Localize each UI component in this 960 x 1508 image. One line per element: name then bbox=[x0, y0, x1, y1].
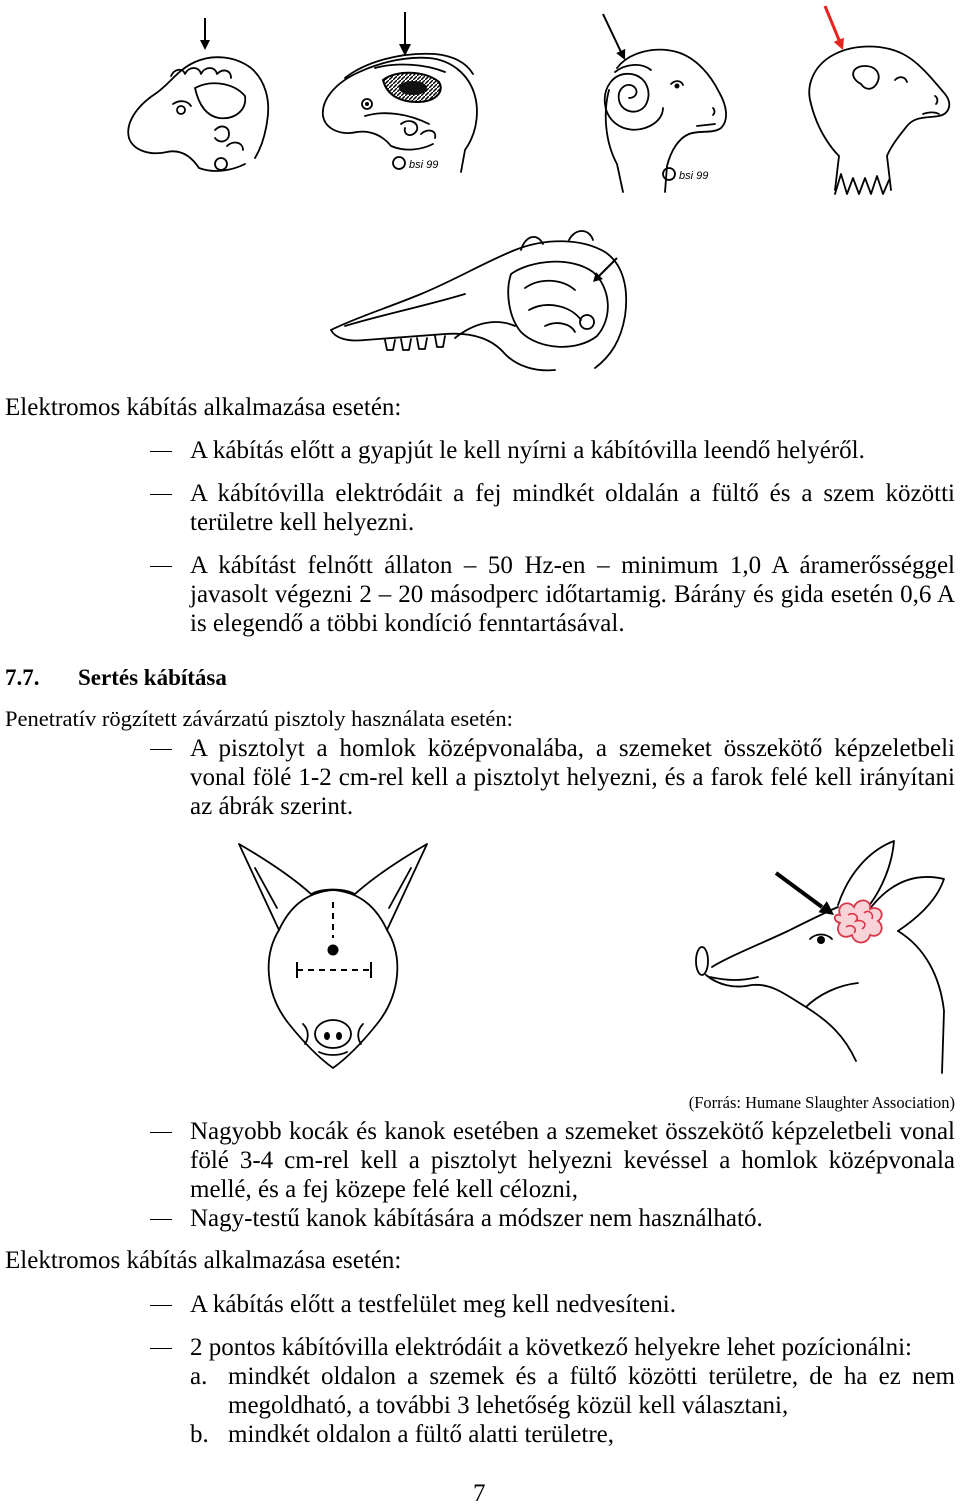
list-item bbox=[190, 1117, 955, 1204]
list-item-line: A kábítás előtt a gyapjút le kell nyírni a kábítóvilla leendő helyéről. bbox=[190, 437, 865, 464]
list-item bbox=[190, 479, 955, 537]
bullet-dash bbox=[150, 566, 172, 567]
shot-position-dot bbox=[328, 945, 339, 956]
shot-position-arrow bbox=[593, 258, 617, 282]
list-item-line: vonal fölé 1-2 cm-rel kell a pisztolyt helyezni, és a farok felé kell irányítani bbox=[190, 764, 955, 791]
pig-head-front-figure bbox=[233, 838, 433, 1080]
list-item-line: az ábrák szerint. bbox=[190, 793, 354, 820]
list-item bbox=[190, 436, 955, 465]
bullet-dash bbox=[150, 1132, 172, 1133]
list-item-line: mindkét oldalon a fültő alatti területre, bbox=[228, 1421, 614, 1448]
sub-item-marker: a. bbox=[190, 1363, 208, 1390]
list-item-line: is elegendő a többi kondíció fenntartásával. bbox=[190, 610, 625, 637]
bullet-dash bbox=[150, 451, 172, 452]
list-item-line: A pisztolyt a homlok középvonalába, a szemeket összekötő képzeletbeli bbox=[190, 735, 955, 762]
list-item bbox=[190, 1290, 955, 1319]
bullet-dash bbox=[150, 494, 172, 495]
section-subheading: Elektromos kábítás alkalmazása esetén: bbox=[5, 1247, 402, 1274]
list-item bbox=[190, 551, 955, 638]
bullet-dash bbox=[150, 1219, 172, 1220]
list-item-line: mindkét oldalon a szemek és a fültő közötti területre, de ha ez nem bbox=[228, 1363, 955, 1390]
sheep-skull-section-figure bbox=[325, 222, 635, 374]
list-item-line: A kábítást felnőtt állaton – 50 Hz-en – minimum 1,0 A áramerősséggel bbox=[190, 552, 955, 579]
ram-head-figure bbox=[585, 12, 735, 194]
section-subheading: Elektromos kábítás alkalmazása esetén: bbox=[5, 394, 402, 421]
bullet-dash bbox=[150, 749, 172, 750]
figure-source-caption: (Forrás: Humane Slaughter Association) bbox=[688, 1093, 955, 1112]
list-item-line: javasolt végezni 2 – 20 másodperc időtartamig. Bárány és gida esetén 0,6 A bbox=[190, 581, 955, 608]
list-item-line: A kábítóvilla elektródáit a fej mindkét oldalán a fültő és a szem közötti bbox=[190, 480, 955, 507]
shot-position-arrow bbox=[399, 12, 411, 56]
list-item bbox=[190, 1333, 955, 1362]
sub-item-marker: b. bbox=[190, 1421, 209, 1448]
sheep-brain-figure bbox=[305, 12, 485, 197]
section-title: Sertés kábítása bbox=[78, 665, 227, 690]
list-item bbox=[190, 734, 955, 821]
figure-signature: bsi 99 bbox=[409, 159, 439, 171]
goat-head-figure bbox=[795, 4, 957, 199]
list-item-line: mellé, és a fej közepe felé kell célozni, bbox=[190, 1176, 578, 1203]
list-item-line: megoldható, a további 3 lehetőség közül kell választani, bbox=[228, 1392, 789, 1419]
section-number: 7.7. bbox=[5, 665, 40, 690]
list-item-line: Nagyobb kocák és kanok esetében a szemeket összekötő képzeletbeli vonal bbox=[190, 1118, 955, 1145]
pig-brain-marking bbox=[835, 900, 882, 942]
shot-position-arrow bbox=[200, 18, 210, 50]
bullet-dash bbox=[150, 1305, 172, 1306]
list-item bbox=[190, 1204, 955, 1233]
figure-signature: bsi 99 bbox=[679, 170, 709, 182]
sub-list-item bbox=[228, 1362, 955, 1420]
sheep-head-figure-1 bbox=[115, 18, 275, 190]
list-item-line: 2 pontos kábítóvilla elektródáit a következő helyekre lehet pozícionálni: bbox=[190, 1334, 912, 1361]
section-subheading: Penetratív rögzített závárzatú pisztoly használata esetén: bbox=[5, 706, 513, 731]
pig-head-side-figure bbox=[688, 835, 958, 1080]
list-item-line: A kábítás előtt a testfelület meg kell nedvesíteni. bbox=[190, 1291, 676, 1318]
shot-position-arrow bbox=[603, 14, 625, 60]
sub-list-item bbox=[228, 1420, 955, 1449]
list-item-line: területre kell helyezni. bbox=[190, 509, 415, 536]
list-item-line: Nagy-testű kanok kábítására a módszer nem használható. bbox=[190, 1205, 763, 1232]
shot-position-arrow bbox=[776, 873, 834, 915]
page-number: 7 bbox=[473, 1480, 486, 1507]
shot-position-arrow-red bbox=[825, 6, 844, 50]
bullet-dash bbox=[150, 1348, 172, 1349]
list-item-line: fölé 3-4 cm-rel kell a pisztolyt helyezni kevéssel a homlok középvonala bbox=[190, 1147, 955, 1174]
